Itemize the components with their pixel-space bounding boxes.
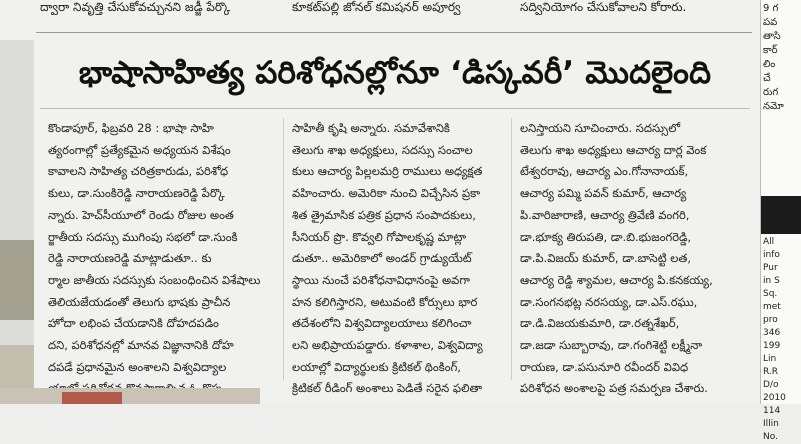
text-line: తెలుగు శాఖ అధ్యక్షులు ఆచార్య దార్ల వెంక — [520, 142, 707, 157]
text-line: న్నారు. హెచ్‌సీయూలో రెండు రోజుల అంత — [48, 207, 234, 222]
previous-article-snippet: ద్వారా నివృత్తి చేసుకోవచ్చునని జడ్జీ పేర్కొ — [40, 0, 231, 14]
adjacent-column-fragment — [760, 0, 801, 442]
column-divider — [511, 118, 512, 380]
text-line: డా.జడా సుబ్బారావు, డా.గంగిశెట్టి లక్ష్మీనా — [520, 338, 703, 353]
text-line: డా.సంగనభట్ల నరసయ్య, డా.ఎస్.రఘు, — [520, 294, 698, 309]
text-line: లని అభిప్రాయపడ్డారు. కళాశాల, విశ్వవిద్యా — [292, 338, 483, 353]
article-column-1 — [48, 118, 273, 380]
text-line: ర్జాతీయ సదస్సు ముగింపు సభలో డా.సుంకి — [48, 229, 238, 244]
black-box — [761, 196, 801, 234]
text-line: హోదా లభింప చేయడానికి దోహదపడిం — [48, 316, 219, 331]
divider — [36, 32, 752, 33]
text-line: పరిశోధన అంశాలపై పత్ర సమర్పణ చేశారు. — [520, 381, 708, 396]
text-line: దపడే ప్రధానమైన అంశాలని విశ్వవిద్యాల — [48, 359, 227, 374]
text-line: తదేశంలోని విశ్వవిద్యాలయాలు కలిగించా — [292, 316, 472, 331]
text-line: రాయణ, డా.పసునూరి రవీందర్ వివిధ — [520, 359, 689, 374]
photo-fragment — [62, 392, 122, 404]
text-line: దని, పరిశోధనల్లో మానవ విజ్ఞానానికి దోహ — [48, 338, 234, 353]
text-line: శిత త్రైమాసిక పత్రిక ప్రధాన సంపాదకులు, — [292, 207, 476, 222]
text-line: సీనియర్ ప్రొ. కొవ్వలి గోపాలకృష్ణ మాట్లా — [292, 229, 467, 244]
text-line: లయాల్లో విద్యార్థులకు క్రిటికల్ థింకింగ్, — [292, 359, 461, 374]
adjacent-text-top: 9 గ పవ తాసి కార్ లిం చే రుగ నమో — [763, 3, 784, 112]
text-line: కొండాపూర్, ఫిబ్రవరి 28 : భాషా సాహి — [48, 121, 214, 135]
text-line: డా.భూక్య తిరుపతి, డా.బి.భుజంగరెడ్డి, — [520, 229, 692, 244]
text-line: ఆచార్య రెడ్డి శ్యామల, ఆచార్య పి.కనకయ్య, — [520, 272, 713, 287]
text-line: తెలియజేయడంతో తెలుగు భాషకు ప్రాచీన — [48, 294, 231, 309]
previous-article-snippet: కూకట్‌పల్లి జోనల్ కమిషనర్ అపూర్వ — [292, 0, 461, 14]
text-line: టేశ్వరరావు, ఆచార్య ఎం.గోనానాయక్, — [520, 164, 689, 179]
divider — [40, 108, 750, 109]
adjacent-article-photo — [0, 40, 34, 404]
adjacent-photo-strip — [0, 388, 260, 404]
previous-article-snippet: సద్వినియోగం చేసుకోవాలని కోరారు. — [520, 0, 687, 14]
article-column-2 — [292, 118, 517, 396]
text-line: డుతూ.. అమెరికాలో అండర్ గ్రాడ్యుయేట్ — [292, 251, 472, 266]
text-line: డా.పి.విజయ్ కుమార్, డా.బాసెట్టి లత, — [520, 251, 692, 266]
photo-fragment — [0, 240, 34, 320]
adjacent-text-bottom: All info Pur in S Sq. met pro 346 199 Lin R.R D/o 2010 114 Illin No. — [763, 237, 786, 442]
column-divider — [283, 118, 284, 380]
text-line: కావాలని సాహిత్య చరిత్రకారుడు, పరిశోధ — [48, 164, 229, 179]
text-line: స్థాయి నుంచే పరిశోధనావిధానంపై అవగా — [292, 272, 470, 287]
text-line: పి.వారిజారాణి, ఆచార్య త్రివేణి వంగరి, — [520, 207, 690, 222]
text-line: ఆచార్య పమ్మి పవన్ కుమార్, ఆచార్య — [520, 186, 687, 201]
text-line: కులు ఆచార్య పిల్లలమర్రి రాములు అధ్యక్షత — [292, 164, 483, 179]
text-line: వహించారు. అమెరికా నుంచి విచ్చేసిన ప్రకా — [292, 186, 481, 201]
text-line: హన కలిగిస్తారని, అటువంటి కోర్సులు భార — [292, 294, 478, 309]
text-line: కులు, డా.సుంకిరెడ్డి నారాయణరెడ్డి పేర్కొ — [48, 186, 225, 201]
text-line: లనిస్తాయని సూచించారు. సదస్సులో — [520, 121, 681, 135]
headline: భాషాసాహిత్య పరిశోధనల్లోనూ ‘డిస్కవరీ’ మొదలైంది — [78, 55, 712, 91]
text-line: తెలుగు శాఖ అధ్యక్షులు, సదస్సు సంచాల — [292, 142, 473, 157]
text-line: ర్మాల జాతీయ సదస్సుకు సంబంధించిన విశేషాలు — [48, 272, 261, 287]
text-line: సాహితీ కృషి అన్నారు. సమావేశానికి — [292, 121, 450, 135]
text-line: క్రిటికల్ రీడింగ్ అంశాలు పెడితే సరైన ఫలితా — [292, 381, 483, 396]
article-column-3 — [520, 118, 745, 396]
text-line: త్యరంగాల్లో ప్రత్యేకమైన అధ్యయన విశేషం — [48, 142, 231, 157]
text-line: డా.డి.విజయకుమారి, డా.రత్నశేఖర్, — [520, 316, 680, 331]
text-line: రెడ్డి నారాయణరెడ్డి మాట్లాడుతూ.. కు — [48, 251, 212, 266]
